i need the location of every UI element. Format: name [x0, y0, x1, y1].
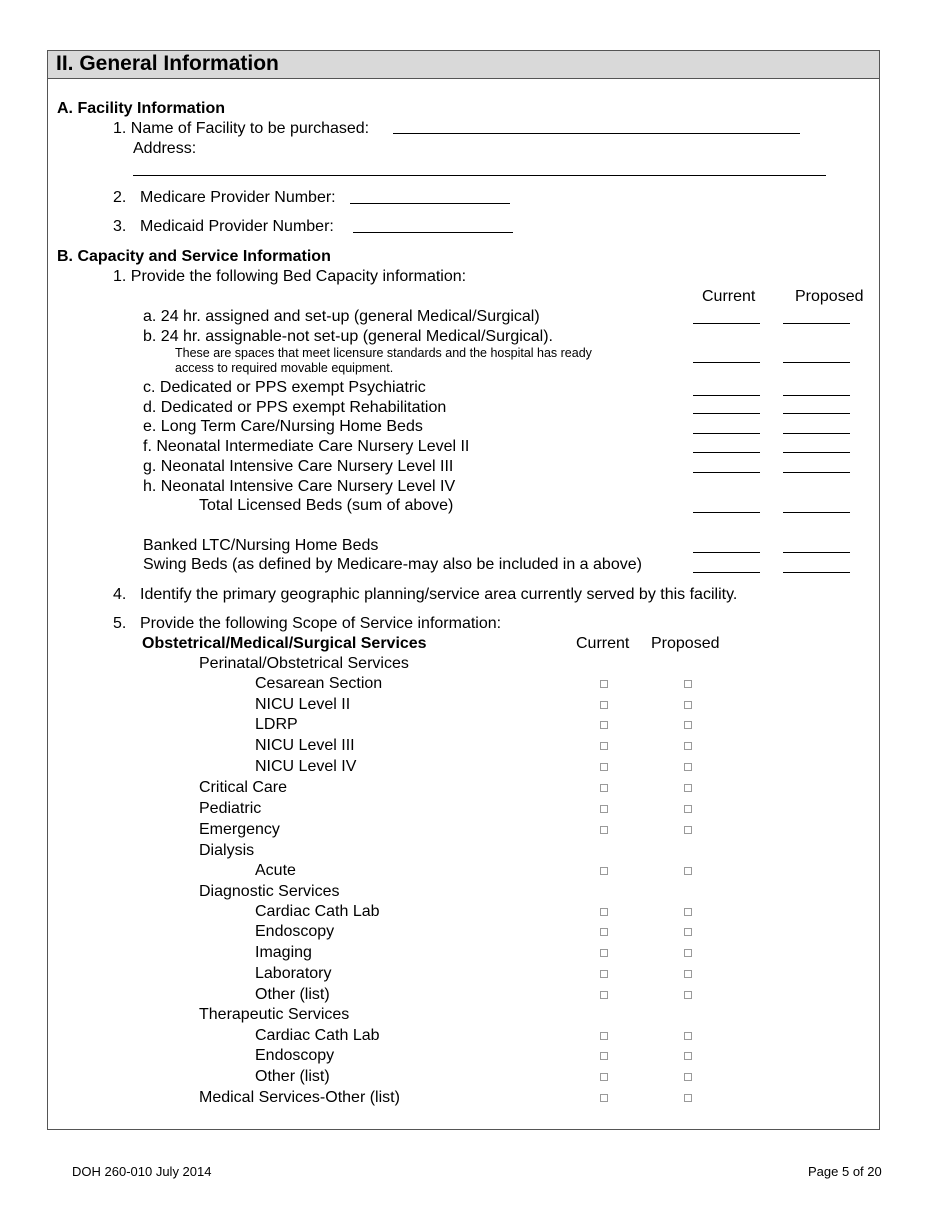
scope-row-label: Diagnostic Services [199, 883, 340, 900]
medicaid-number: 3. [113, 218, 127, 235]
scope-col-proposed: Proposed [651, 635, 720, 652]
bed-capacity-intro: 1. Provide the following Bed Capacity information: [113, 268, 467, 285]
bed-current-field[interactable] [693, 395, 760, 396]
bed-current-field[interactable] [693, 323, 760, 324]
scope-row-label: Endoscopy [255, 1047, 335, 1064]
scope-proposed-checkbox[interactable] [684, 742, 692, 750]
scope-current-checkbox[interactable] [600, 680, 608, 688]
note-line-2: access to required movable equipment. [175, 361, 394, 375]
scope-row-label: LDRP [255, 716, 298, 733]
section-title: II. General Information [56, 52, 279, 75]
bed-item-label: b. 24 hr. assignable-not set-up (general Medical/Surgical). [143, 328, 553, 345]
scope-row-label: NICU Level II [255, 696, 351, 713]
scope-current-checkbox[interactable] [600, 1094, 608, 1102]
scope-row-label: Cesarean Section [255, 675, 383, 692]
capacity-heading: B. Capacity and Service Information [57, 248, 331, 265]
scope-current-checkbox[interactable] [600, 867, 608, 875]
section-header [48, 51, 879, 79]
medicare-number: 2. [113, 189, 127, 206]
scope-row-label: Therapeutic Services [199, 1006, 350, 1023]
scope-current-checkbox[interactable] [600, 1052, 608, 1060]
banked-current-field[interactable] [693, 552, 760, 553]
scope-proposed-checkbox[interactable] [684, 928, 692, 936]
medicaid-label: Medicaid Provider Number: [140, 218, 334, 235]
address-field[interactable] [133, 175, 826, 176]
facility-heading: A. Facility Information [57, 100, 226, 117]
scope-row-label: Imaging [255, 944, 312, 961]
medicare-label: Medicare Provider Number: [140, 189, 336, 206]
scope-col-current: Current [576, 635, 630, 652]
scope-current-checkbox[interactable] [600, 991, 608, 999]
geo-text: Identify the primary geographic planning/service area currently served by this facility. [140, 586, 738, 603]
scope-proposed-checkbox[interactable] [684, 1073, 692, 1081]
scope-current-checkbox[interactable] [600, 784, 608, 792]
bed-proposed-field[interactable] [783, 452, 850, 453]
scope-proposed-checkbox[interactable] [684, 826, 692, 834]
bed-item-label: a. 24 hr. assigned and set-up (general Medical/Surgical) [143, 308, 540, 325]
banked-proposed-field[interactable] [783, 552, 850, 553]
scope-row-label: Emergency [199, 821, 280, 838]
scope-proposed-checkbox[interactable] [684, 908, 692, 916]
scope-number: 5. [113, 615, 127, 632]
bed-proposed-field[interactable] [783, 433, 850, 434]
banked-beds-label: Banked LTC/Nursing Home Beds [143, 537, 379, 554]
bed-current-field[interactable] [693, 413, 760, 414]
scope-proposed-checkbox[interactable] [684, 1052, 692, 1060]
bed-current-field[interactable] [693, 452, 760, 453]
medicare-field[interactable] [350, 203, 510, 204]
scope-proposed-checkbox[interactable] [684, 805, 692, 813]
bed-proposed-field[interactable] [783, 323, 850, 324]
scope-proposed-checkbox[interactable] [684, 867, 692, 875]
scope-row-label: Critical Care [199, 779, 288, 796]
scope-current-checkbox[interactable] [600, 1073, 608, 1081]
scope-proposed-checkbox[interactable] [684, 949, 692, 957]
scope-row-label: Laboratory [255, 965, 332, 982]
scope-proposed-checkbox[interactable] [684, 721, 692, 729]
facility-name-label: 1. Name of Facility to be purchased: [113, 120, 370, 137]
scope-current-checkbox[interactable] [600, 763, 608, 771]
scope-proposed-checkbox[interactable] [684, 701, 692, 709]
bed-col-proposed: Proposed [795, 288, 864, 305]
scope-intro: Provide the following Scope of Service information: [140, 615, 502, 632]
scope-row-label: Other (list) [255, 986, 330, 1003]
scope-current-checkbox[interactable] [600, 701, 608, 709]
scope-current-checkbox[interactable] [600, 928, 608, 936]
total-beds-label: Total Licensed Beds (sum of above) [199, 497, 454, 514]
bed-proposed-field[interactable] [783, 472, 850, 473]
scope-current-checkbox[interactable] [600, 742, 608, 750]
bed-current-field[interactable] [693, 472, 760, 473]
note-line-1: These are spaces that meet licensure standards and the hospital has ready [175, 346, 592, 360]
scope-row-label: Medical Services-Other (list) [199, 1089, 400, 1106]
scope-current-checkbox[interactable] [600, 1032, 608, 1040]
facility-name-field[interactable] [393, 133, 800, 134]
address-label: Address: [133, 140, 197, 157]
scope-row-label: NICU Level III [255, 737, 355, 754]
scope-row-label: Cardiac Cath Lab [255, 1027, 380, 1044]
scope-current-checkbox[interactable] [600, 949, 608, 957]
scope-heading: Obstetrical/Medical/Surgical Services [142, 635, 427, 652]
scope-row-label: Pediatric [199, 800, 262, 817]
bed-current-field[interactable] [693, 433, 760, 434]
bed-proposed-field[interactable] [783, 395, 850, 396]
scope-row-label: Dialysis [199, 842, 255, 859]
page-number: Page 5 of 20 [808, 1164, 882, 1179]
scope-current-checkbox[interactable] [600, 908, 608, 916]
total-proposed-field[interactable] [783, 512, 850, 513]
scope-proposed-checkbox[interactable] [684, 680, 692, 688]
total-current-field[interactable] [693, 512, 760, 513]
scope-current-checkbox[interactable] [600, 970, 608, 978]
bed-col-current: Current [702, 288, 756, 305]
bed-item-label: c. Dedicated or PPS exempt Psychiatric [143, 379, 426, 396]
bed-item-label: d. Dedicated or PPS exempt Rehabilitation [143, 399, 447, 416]
bed-item-label: e. Long Term Care/Nursing Home Beds [143, 418, 423, 435]
bed-item-label: h. Neonatal Intensive Care Nursery Level IV [143, 478, 456, 495]
scope-current-checkbox[interactable] [600, 721, 608, 729]
scope-row-label: Endoscopy [255, 923, 335, 940]
bed-proposed-field[interactable] [783, 413, 850, 414]
scope-current-checkbox[interactable] [600, 826, 608, 834]
bed-item-label: g. Neonatal Intensive Care Nursery Level III [143, 458, 454, 475]
scope-row-label: Other (list) [255, 1068, 330, 1085]
scope-proposed-checkbox[interactable] [684, 991, 692, 999]
bed-current-field[interactable] [693, 362, 760, 363]
scope-proposed-checkbox[interactable] [684, 1032, 692, 1040]
bed-proposed-field[interactable] [783, 362, 850, 363]
swing-beds-label: Swing Beds (as defined by Medicare-may also be included in a above) [143, 556, 642, 573]
scope-row-label: Cardiac Cath Lab [255, 903, 380, 920]
scope-proposed-checkbox[interactable] [684, 763, 692, 771]
scope-proposed-checkbox[interactable] [684, 784, 692, 792]
scope-row-label: Acute [255, 862, 296, 879]
scope-proposed-checkbox[interactable] [684, 1094, 692, 1102]
scope-row-label: NICU Level IV [255, 758, 357, 775]
form-id: DOH 260-010 July 2014 [72, 1164, 212, 1179]
swing-proposed-field[interactable] [783, 572, 850, 573]
scope-current-checkbox[interactable] [600, 805, 608, 813]
geo-number: 4. [113, 586, 127, 603]
scope-proposed-checkbox[interactable] [684, 970, 692, 978]
scope-row-label: Perinatal/Obstetrical Services [199, 655, 409, 672]
medicaid-field[interactable] [353, 232, 513, 233]
swing-current-field[interactable] [693, 572, 760, 573]
bed-item-label: f. Neonatal Intermediate Care Nursery Level II [143, 438, 470, 455]
